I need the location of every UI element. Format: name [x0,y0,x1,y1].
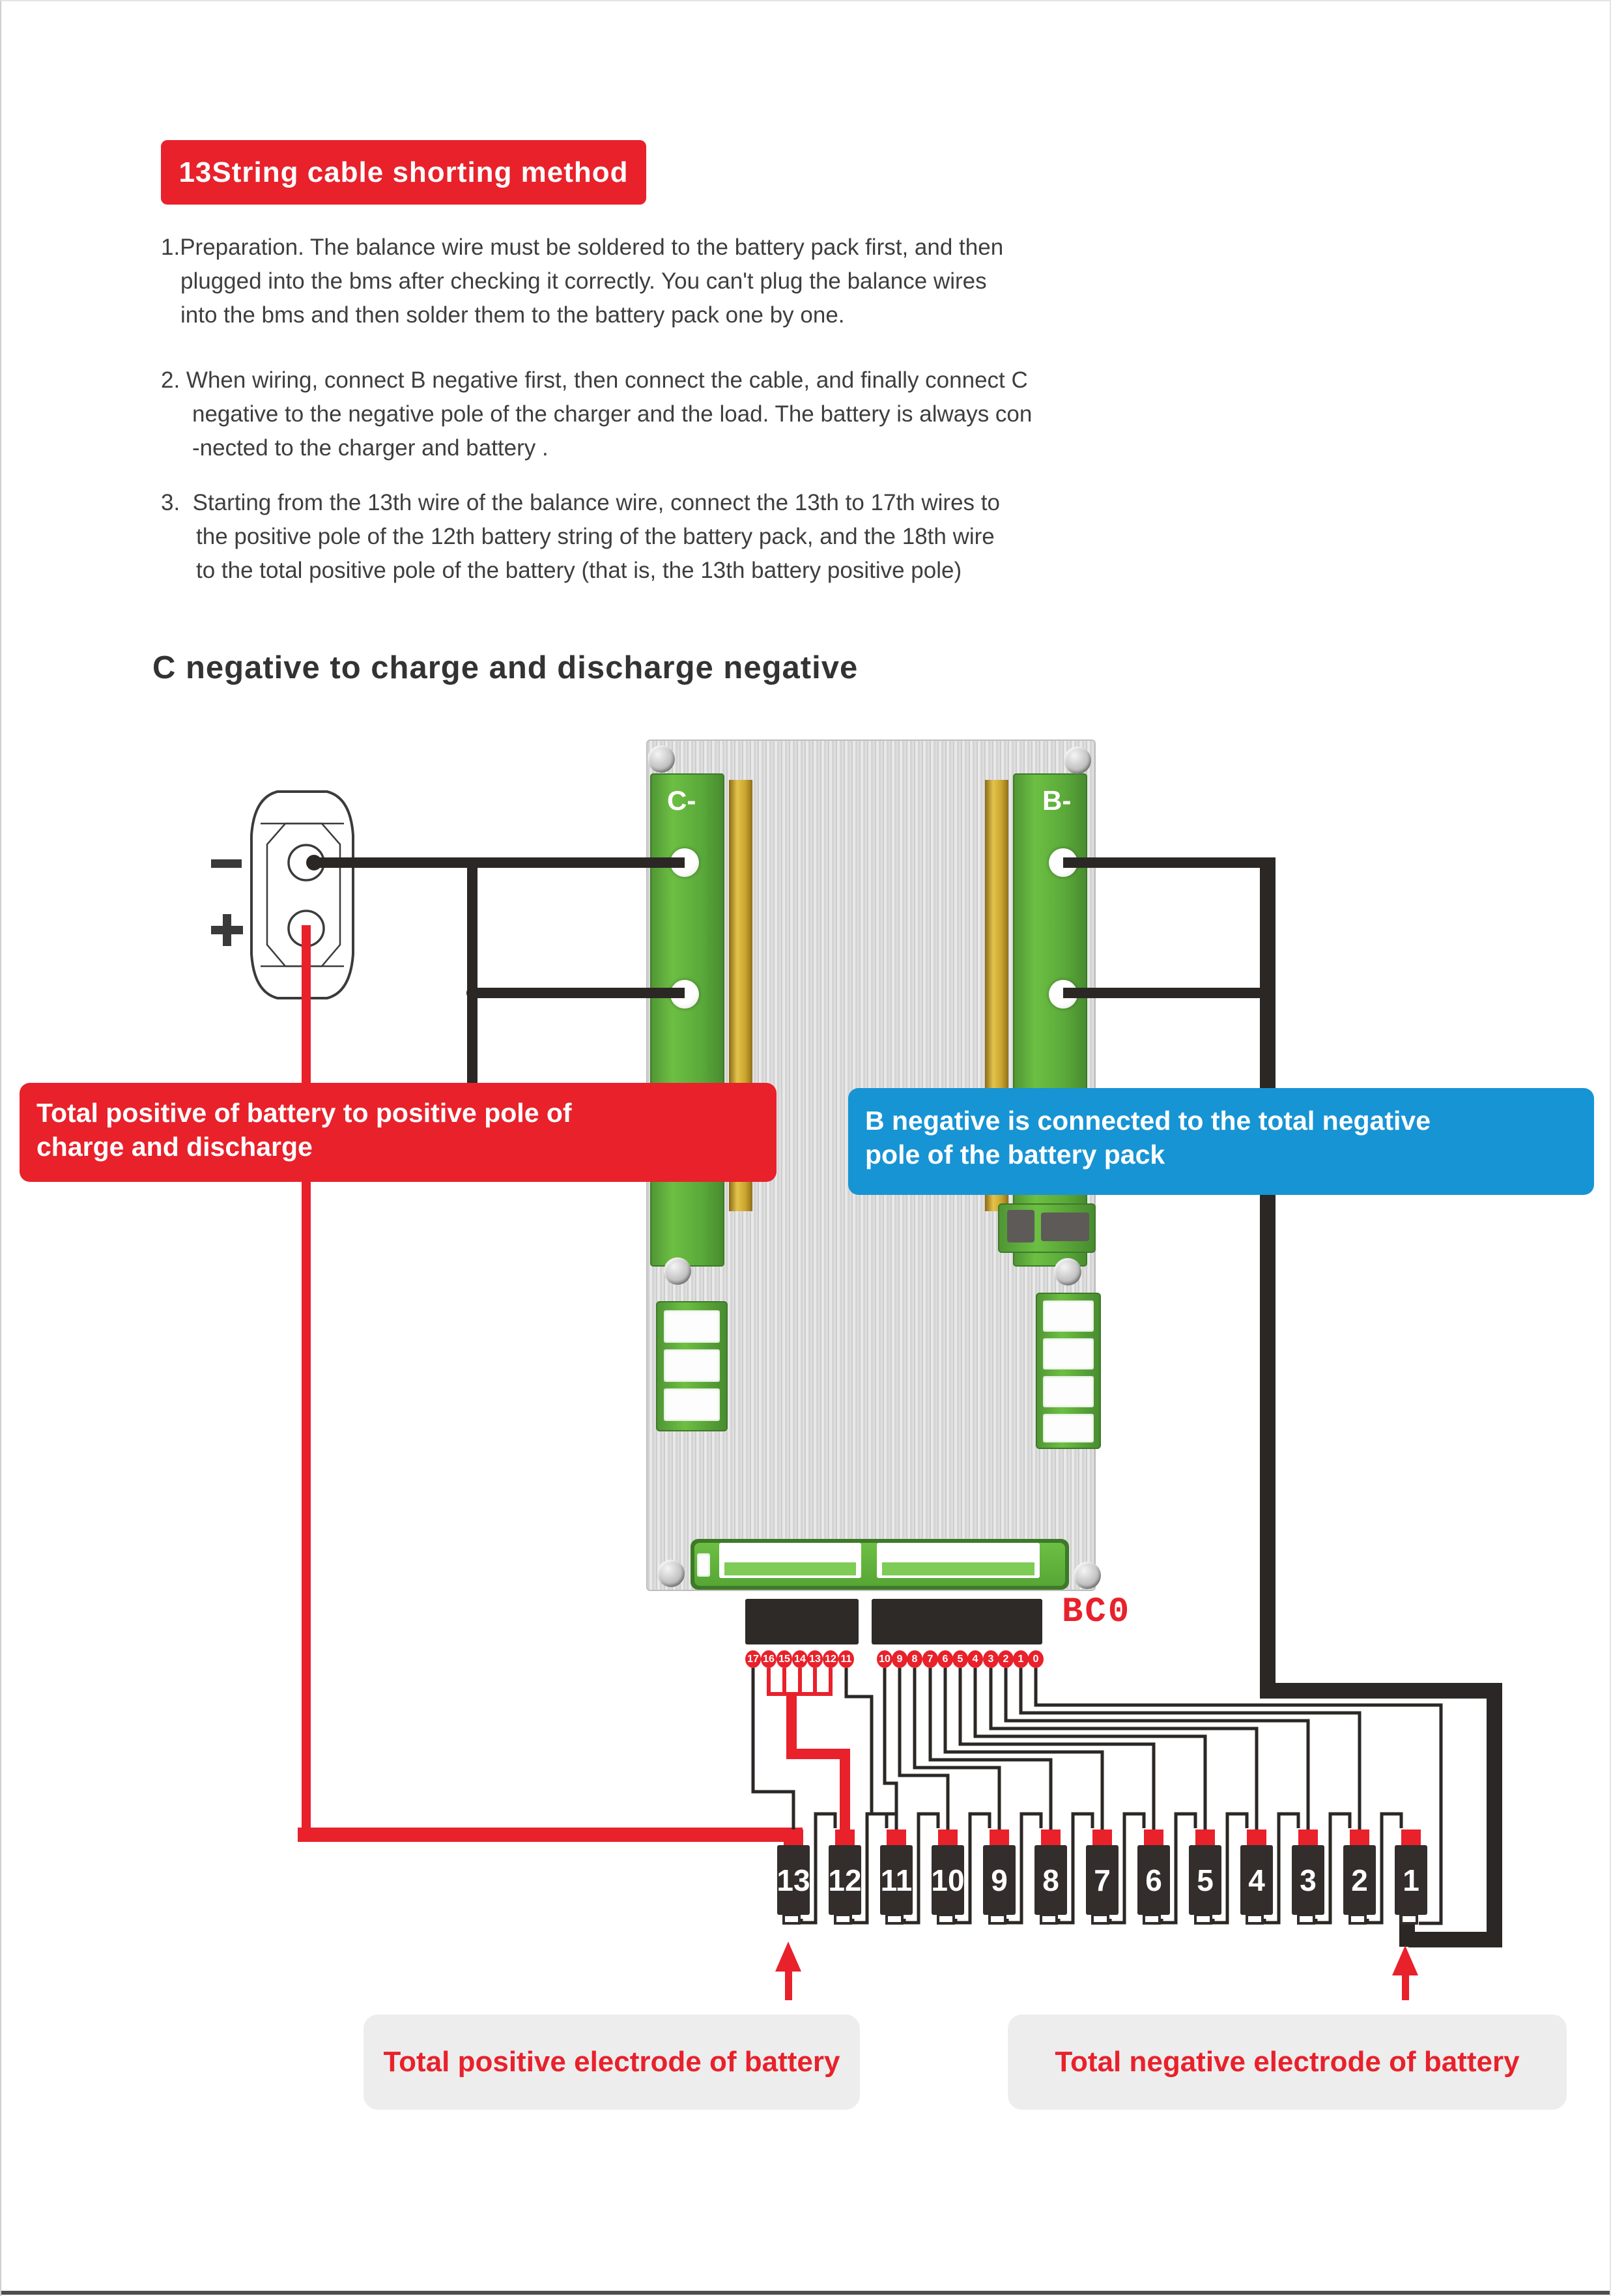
plug-hole [1262,987,1274,999]
arrow-total-negative-shaft [1402,1972,1409,2000]
balance-pin-9: 9 [892,1650,907,1668]
c-pad-hole-top [670,848,699,877]
battery-positive-cap [835,1830,855,1846]
callout-b-negative [848,1088,1594,1195]
battery-number: 4 [1240,1845,1273,1915]
balance-pin-1: 1 [1013,1650,1029,1668]
arrow-total-positive [775,1942,801,1972]
battery-number: 11 [880,1845,913,1915]
plug-inner-octagon [267,824,340,966]
battery-number: 6 [1137,1845,1170,1915]
battery-number: 9 [983,1845,1016,1915]
battery-number: 13 [777,1845,810,1915]
screw-icon [657,1560,685,1587]
label-total-negative-electrode: Total negative electrode of battery [1008,2015,1567,2110]
battery-negative-tab [1246,1914,1264,1925]
battery-number: 1 [1395,1845,1427,1915]
battery-negative-tab [1348,1914,1367,1925]
screw-icon [1074,1562,1101,1589]
battery-positive-cap [990,1830,1009,1846]
pin1-wire [1021,1668,1360,1830]
balance-pin-13: 13 [807,1650,823,1668]
component-block-left [656,1301,728,1431]
battery-positive-cap [1041,1830,1061,1846]
battery-positive-cap [1350,1830,1369,1846]
balance-plug-left [745,1599,859,1644]
battery-negative-tab [1194,1914,1212,1925]
balance-pin-11: 11 [838,1650,854,1668]
balance-pin-7: 7 [922,1650,938,1668]
plug-chords [261,824,344,966]
plug-hole [466,987,478,999]
pin6-wire [945,1668,1102,1830]
instruction-line: 2. When wiring, connect B negative first, then connect the cable, and finally connect C [161,367,1028,393]
battery-positive-cap [887,1830,906,1846]
pin8-wire [915,1668,999,1830]
battery-number: 12 [829,1845,861,1915]
pin9-wire [900,1668,948,1830]
battery-negative-tab [782,1914,801,1925]
connector-label: BC0 [1062,1592,1132,1632]
balance-pin-3: 3 [983,1650,999,1668]
pin2-wire [1006,1668,1308,1830]
red-wire-to-battery12 [791,1694,845,1830]
battery-positive-cap [1298,1830,1318,1846]
battery-number: 8 [1034,1845,1067,1915]
battery-negative-tab [885,1914,904,1925]
balance-pin-6: 6 [937,1650,953,1668]
label-total-positive-electrode: Total positive electrode of battery [364,2015,860,2110]
page-title-banner [161,140,646,205]
instruction-line: the positive pole of the 12th battery string of the battery pack, and the 18th wire [196,524,995,549]
balance-pin-5: 5 [952,1650,968,1668]
instruction-line: into the bms and then solder them to the battery pack one by one. [180,302,845,328]
battery-number: 2 [1343,1845,1376,1915]
screw-icon [648,745,675,773]
callout-line: Total positive of battery to positive pole of [36,1098,572,1128]
battery-positive-cap [938,1830,958,1846]
battery-positive-cap [1247,1830,1266,1846]
balance-connector-socket [691,1539,1069,1590]
balance-pin-16: 16 [761,1650,777,1668]
plug-body [251,792,353,998]
b-minus-label: B- [1042,785,1072,816]
balance-pin-0: 0 [1028,1650,1044,1668]
pin11-wire [846,1668,896,1830]
battery-positive-cap [1195,1830,1215,1846]
wire-b-trunk [1268,857,1494,1940]
instruction-line: to the total positive pole of the battery (that is, the 13th battery positive pole) [196,558,962,583]
battery-negative-tab [1400,1914,1418,1925]
callout-line: B negative is connected to the total negative [865,1106,1431,1136]
instruction-line: negative to the negative pole of the charger and the load. The battery is always con [192,401,1033,427]
battery-negative-tab [1091,1914,1109,1925]
pin17-wire [753,1668,793,1830]
page-bottom-rule [1,2291,1611,2295]
component-chip-carrier [998,1203,1096,1253]
battery-negative-tab [988,1914,1006,1925]
battery-positive-cap [1401,1830,1421,1846]
battery-number: 3 [1292,1845,1324,1915]
battery-negative-tab [937,1914,955,1925]
c-minus-label: C- [667,785,696,816]
pin3-wire [991,1668,1257,1830]
plug-hole [306,855,322,870]
plug-hole [289,911,324,946]
arrow-total-positive-shaft [785,1968,792,2000]
balance-plug-right [872,1599,1042,1644]
pin10-wire [885,1668,896,1830]
balance-pin-4: 4 [967,1650,983,1668]
battery-positive-cap [1144,1830,1163,1846]
wire-total-positive-bus [298,1828,803,1842]
balance-pin-17: 17 [745,1650,761,1668]
section-heading: C negative to charge and discharge negative [152,650,859,685]
instruction-line: -nected to the charger and battery . [192,435,549,461]
callout-line: charge and discharge [36,1132,313,1162]
battery-negative-tab [1297,1914,1315,1925]
screw-icon [1064,747,1091,774]
balance-pin-14: 14 [792,1650,808,1668]
battery-positive-cap [784,1830,803,1846]
battery-positive-cap [1092,1830,1112,1846]
balance-pin-8: 8 [907,1650,922,1668]
instruction-line: 3. Starting from the 13th wire of the balance wire, connect the 13th to 17th wires to [161,490,1000,515]
b-pad-hole-top [1049,848,1077,877]
balance-pin-15: 15 [777,1650,792,1668]
balance-pin-10: 10 [877,1650,892,1668]
b-pad-hole-bottom [1049,980,1077,1009]
arrow-total-negative [1392,1945,1418,1975]
component-block-right [1036,1293,1101,1449]
battery-number: 5 [1189,1845,1221,1915]
plus-symbol-vertical [223,914,231,946]
battery-negative-tab [1040,1914,1058,1925]
balance-pin-2: 2 [998,1650,1014,1668]
battery-negative-tab [1143,1914,1161,1925]
instruction-paragraph [161,364,1032,465]
minus-symbol [211,859,242,868]
callout-total-positive [20,1083,777,1182]
c-minus-pad [650,773,724,1267]
instruction-line: plugged into the bms after checking it correctly. You can't plug the balance wires [180,268,987,294]
balance-pin-12: 12 [823,1650,838,1668]
instruction-line: 1.Preparation. The balance wire must be soldered to the battery pack first, and then [161,235,1004,260]
callout-line: pole of the battery pack [865,1140,1165,1170]
instruction-paragraph [161,231,1003,332]
instruction-paragraph [161,486,1000,588]
screw-icon [664,1257,691,1285]
plug-outline [251,792,353,998]
battery-number: 10 [932,1845,964,1915]
page-title: 13String cable shorting method [178,156,629,188]
plug-hole [289,845,324,880]
pin4-wire [975,1668,1205,1830]
battery-negative-tab [834,1914,852,1925]
pin5-wire [960,1668,1154,1830]
screw-icon [1054,1258,1081,1285]
pin7-wire [930,1668,1051,1830]
c-pad-hole-bottom [670,980,699,1009]
battery-number: 7 [1086,1845,1119,1915]
